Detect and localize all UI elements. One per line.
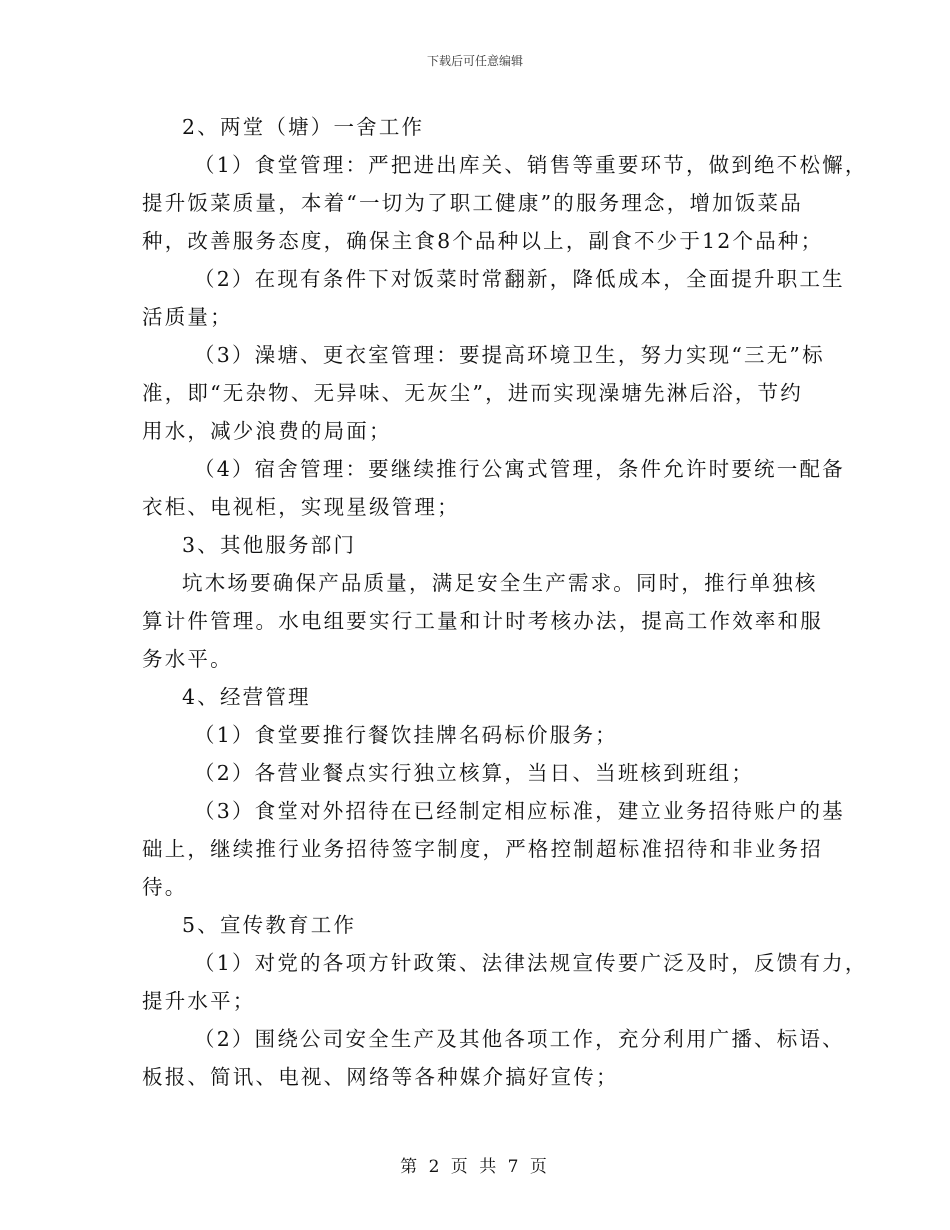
- paragraph-line: 活质量；: [142, 305, 233, 329]
- paragraph-line: 板报、简讯、电视、网络等各种媒介搞好宣传；: [142, 1065, 619, 1089]
- paragraph-line: 种，改善服务态度，确保主食8个品种以上，副食不少于12个品种；: [142, 229, 824, 253]
- paragraph-line: 务水平。: [142, 647, 233, 671]
- paragraph-line: （1）食堂管理：严把进出库关、销售等重要环节，做到绝不松懈，: [194, 153, 868, 177]
- section-heading: 3、其他服务部门: [182, 533, 357, 557]
- page-header: 下载后可任意编辑: [426, 54, 523, 68]
- paragraph-line: 准，即“无杂物、无异味、无灰尘”，进而实现澡塘先淋后浴，节约: [142, 381, 803, 405]
- paragraph-line: （2）围绕公司安全生产及其他各项工作，充分利用广播、标语、: [194, 1027, 845, 1051]
- paragraph-line: 坑木场要确保产品质量，满足安全生产需求。同时，推行单独核: [182, 571, 818, 595]
- section-heading: 5、宣传教育工作: [182, 913, 357, 937]
- paragraph-line: 提升水平；: [142, 989, 256, 1013]
- paragraph-line: （1）对党的各项方针政策、法律法规宣传要广泛及时，反馈有力，: [194, 951, 868, 975]
- paragraph-line: 算计件管理。水电组要实行工量和计时考核办法，提高工作效率和服: [142, 609, 823, 633]
- paragraph-line: 提升饭菜质量，本着“一切为了职工健康”的服务理念，增加饭菜品: [142, 191, 803, 215]
- paragraph-line: 2、两堂（塘）一舍工作: [182, 115, 425, 139]
- paragraph-line: 衣柜、电视柜，实现星级管理；: [142, 495, 460, 519]
- document-body: [142, 108, 868, 1096]
- paragraph-line: （3）澡塘、更衣室管理：要提高环境卫生，努力实现“三无”标: [194, 343, 825, 367]
- paragraph-line: （1）食堂要推行餐饮挂牌名码标价服务；: [194, 723, 618, 747]
- paragraph-line: （2）各营业餐点实行独立核算，当日、当班核到班组；: [194, 761, 755, 785]
- paragraph-line: 础上，继续推行业务招待签字制度，严格控制超标准招待和非业务招: [142, 837, 823, 861]
- paragraph-line: （4）宿舍管理：要继续推行公寓式管理，条件允许时要统一配备: [194, 457, 845, 481]
- paragraph-line: （2）在现有条件下对饭菜时常翻新，降低成本，全面提升职工生: [194, 267, 845, 291]
- paragraph-line: 用水，减少浪费的局面；: [142, 419, 392, 443]
- paragraph-line: （3）食堂对外招待在已经制定相应标准，建立业务招待账户的基: [194, 799, 845, 823]
- page-number-footer: 第 2 页 共 7 页: [400, 1157, 550, 1177]
- paragraph-line: 待。: [142, 875, 188, 899]
- section-heading: 4、经营管理: [182, 685, 311, 709]
